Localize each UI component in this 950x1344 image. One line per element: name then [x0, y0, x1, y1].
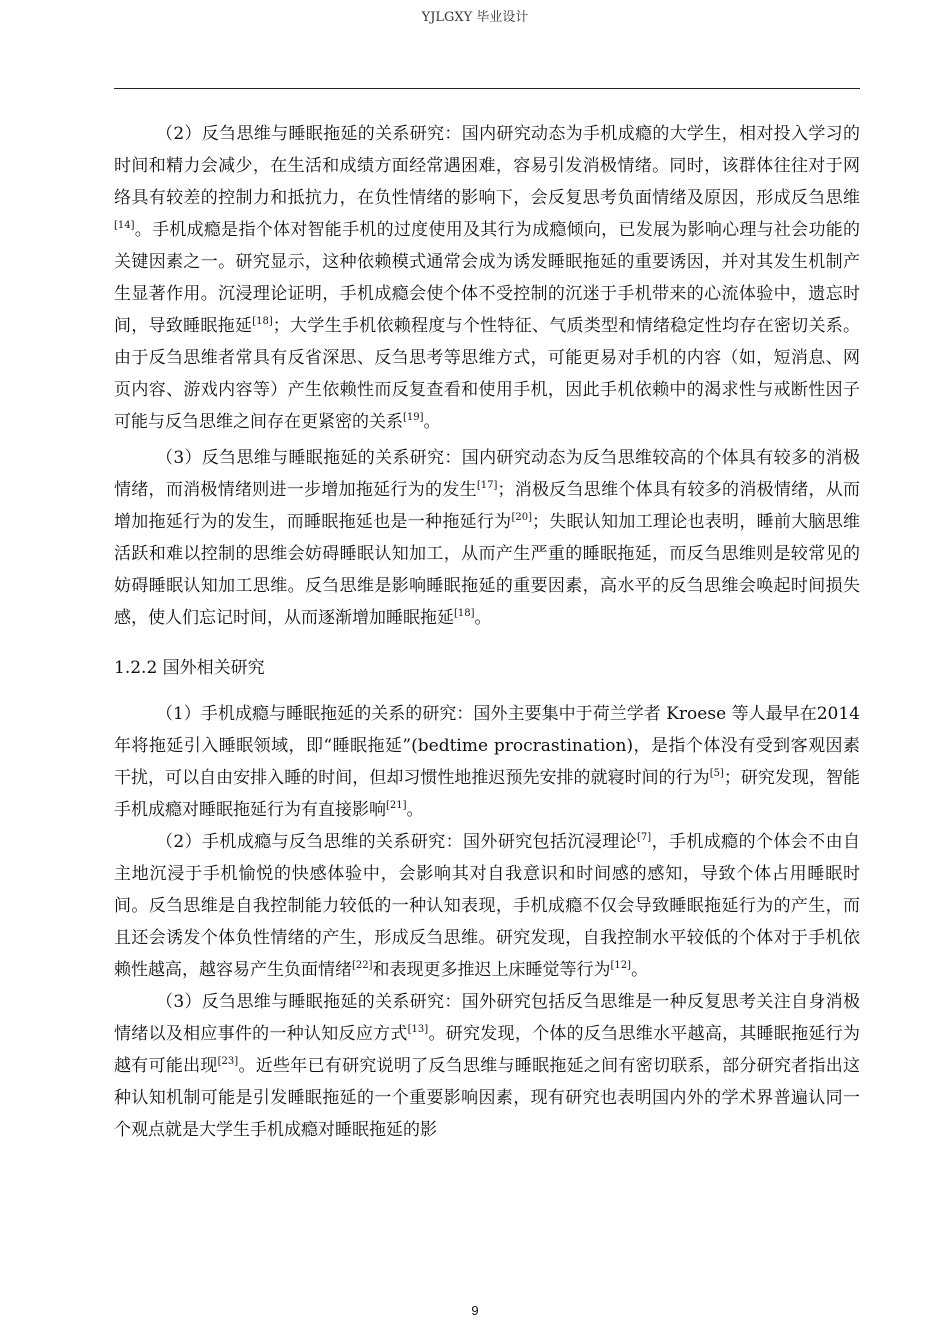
- text-run: ；大学生手机依赖程度与个性特征、气质类型和情绪稳定性均存在密切关系。由于反刍思维者常具有反省深思、反刍思考等思维方式，可能更易对手机的内容（如，短消息、网页内容、游戏内容等）产生依赖性而反复查看和使用手机，因此手机依赖中的渴求性与戒断性因子可能与反刍思维之间存在更紧密的关系: [114, 316, 861, 432]
- citation: [22]: [352, 960, 373, 971]
- text-run: ；研究发现，智能手机成瘾对睡眠拖延行为有直接影响: [114, 768, 861, 820]
- citation: [21]: [386, 800, 407, 811]
- text-run: ，手机成瘾的个体会不由自主地沉浸于手机愉悦的快感体验中，会影响其对自我意识和时间感的感知，导致个体占用睡眠时间。反刍思维是自我控制能力较低的一种认知表现，手机成瘾不仅会导致睡眠拖延行为的产生，而且还会诱发个体负性情绪的产生，形成反刍思维。研究发现，自我控制水平较低的个体对于手机依赖性越高，越容易产生负面情绪: [114, 832, 860, 980]
- section-heading: 1.2.2 国外相关研究: [114, 658, 265, 678]
- text-run: （2）反刍思维与睡眠拖延的关系研究：国内研究动态为手机成瘾的大学生，相对投入学习的时间和精力会减少，在生活和成绩方面经常遇困难，容易引发消极情绪。同时，该群体往往对于网络具有较差的控制力和抵抗力，在负性情绪的影响下，会反复思考负面情绪及原因，形成反刍思维: [114, 124, 860, 208]
- paragraph-foreign-1: [114, 698, 860, 826]
- text-run: （1）手机成瘾与睡眠拖延的关系的研究：国外主要集中于荷兰学者 Kroese 等人最早在2014年将拖延引入睡眠领域，即“睡眠拖延”(bedtime procrastination)，是指个体没有受到客观因素干扰，可以自由安排入睡的时间，但却习惯性地推迟预先安排的就寝时间的行为: [114, 704, 860, 788]
- page-number: 9: [471, 1303, 479, 1318]
- paragraph-foreign-2: [114, 826, 860, 986]
- citation: [12]: [610, 960, 632, 971]
- text-run: ；消极反刍思维个体具有较多的消极情绪，从而增加拖延行为的发生，而睡眠拖延也是一种拖延行为: [114, 480, 860, 532]
- citation: [19]: [403, 412, 424, 423]
- text-run: 。近些年已有研究说明了反刍思维与睡眠拖延之间有密切联系，部分研究者指出这种认知机制可能是引发睡眠拖延的一个重要影响因素，现有研究也表明国内外的学术界普遍认同一个观点就是大学生手机成瘾对睡眠拖延的影: [114, 1056, 861, 1140]
- text-run: （2）手机成瘾与反刍思维的关系研究：国外研究包括沉浸理论: [156, 832, 638, 852]
- text-run: （3）反刍思维与睡眠拖延的关系研究：国内研究动态为反刍思维较高的个体具有较多的消极情绪，而消极情绪则进一步增加拖延行为的发生: [114, 448, 860, 500]
- citation: [18]: [252, 316, 273, 327]
- citation: [18]: [454, 608, 475, 619]
- text-run: 。手机成瘾是指个体对智能手机的过度使用及其行为成瘾倾向，已发展为影响心理与社会功能的关键因素之一。研究显示，这种依赖模式通常会成为诱发睡眠拖延的重要诱因，并对其发生机制产生显著作用。沉浸理论证明，手机成瘾会使个体不受控制的沉迷于手机带来的心流体验中，遗忘时间，导致睡眠拖延: [114, 220, 860, 336]
- citation: [17]: [476, 480, 498, 491]
- text-run: 。: [423, 412, 441, 432]
- document-body: [114, 118, 860, 1146]
- paragraph-domestic-3: [114, 442, 860, 634]
- citation: [13]: [407, 1024, 429, 1035]
- paragraph-foreign-3: [114, 986, 860, 1146]
- citation: [5]: [709, 768, 724, 779]
- text-run: 。: [631, 960, 649, 980]
- paragraph-domestic-2: [114, 118, 860, 438]
- citation: [20]: [511, 512, 532, 523]
- text-run: （3）反刍思维与睡眠拖延的关系研究：国外研究包括反刍思维是一种反复思考关注自身消极情绪以及相应事件的一种认知反应方式: [114, 992, 860, 1044]
- citation: [23]: [217, 1056, 239, 1067]
- page-header: YJLGXY 毕业设计: [421, 10, 529, 25]
- text-run: ；失眠认知加工理论也表明，睡前大脑思维活跃和难以控制的思维会妨碍睡眠认知加工，从而产生严重的睡眠拖延，而反刍思维则是较常见的妨碍睡眠认知加工思维。反刍思维是影响睡眠拖延的重要因素，高水平的反刍思维会唤起时间损失感，使人们忘记时间，从而逐渐增加睡眠拖延: [114, 512, 861, 628]
- text-run: 。研究发现，个体的反刍思维水平越高，其睡眠拖延行为越有可能出现: [114, 1024, 861, 1076]
- text-run: 和表现更多推迟上床睡觉等行为: [372, 960, 611, 980]
- citation: [14]: [114, 220, 135, 231]
- citation: [7]: [637, 832, 652, 843]
- text-run: 。: [474, 608, 492, 628]
- text-run: 。: [406, 800, 424, 820]
- header-rule: [114, 88, 860, 89]
